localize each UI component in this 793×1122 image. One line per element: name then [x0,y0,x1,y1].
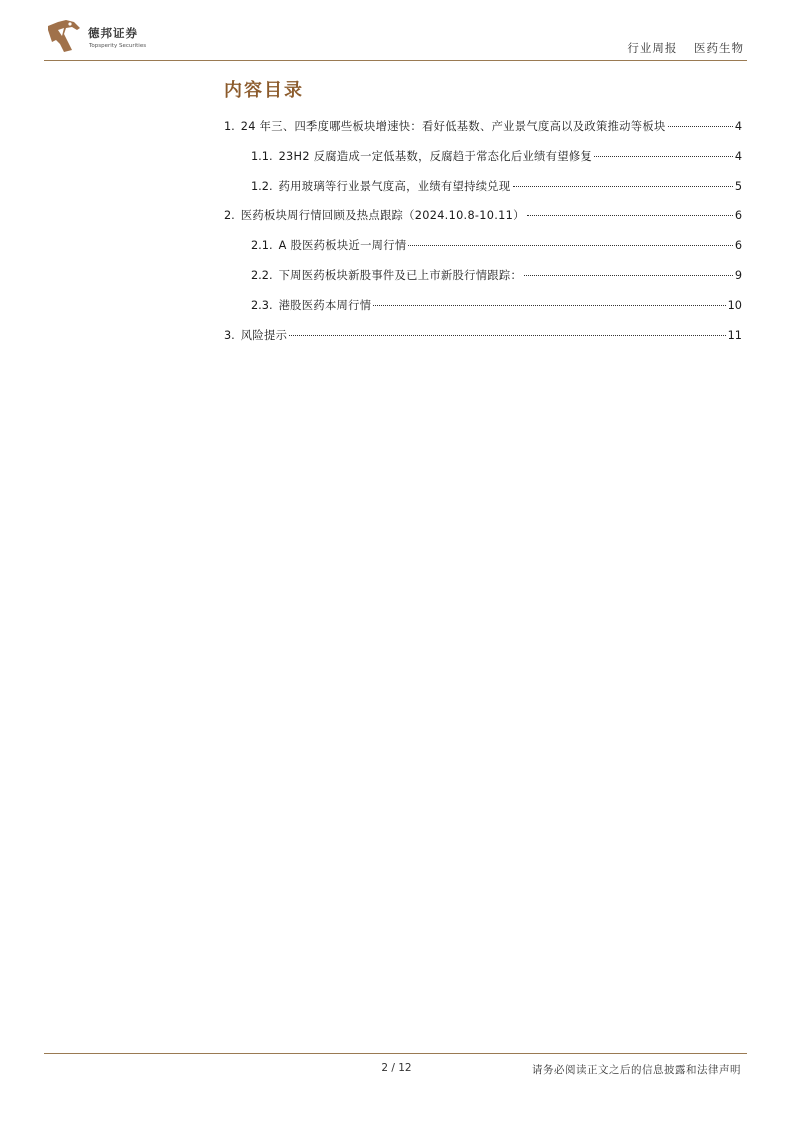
toc-entry-number: 2. [224,209,235,223]
toc-entry-page: 4 [734,120,742,133]
report-sector: 医药生物 [694,41,744,55]
toc-leader-dots [668,126,733,127]
toc-entry-page: 5 [734,179,742,193]
toc-entry[interactable] [224,297,742,312]
logo-chinese-name: 德邦证券 [88,26,138,40]
toc-entry-title: 下周医药板块新股事件及已上市新股行情跟踪： [278,268,523,282]
toc-entry-title: 23H2 反腐造成一定低基数，反腐趋于常态化后业绩有望修复 [278,149,593,163]
toc-entry-page: 11 [727,328,742,342]
toc-entry[interactable] [224,178,742,193]
toc-entry-page: 6 [734,239,742,253]
toc-leader-dots [373,305,725,306]
report-category-header [627,40,744,56]
toc-leader-dots [524,275,733,276]
toc-entry-number: 3. [224,328,235,342]
toc-title: 内容目录 [224,80,304,101]
toc-entry-number: 2.2. [251,268,273,282]
toc-entry[interactable] [224,237,742,252]
toc-leader-dots [408,245,732,246]
toc-entry-number: 1.1. [251,149,273,163]
toc-leader-dots [289,335,725,336]
toc-entry-page: 6 [734,209,742,223]
toc-entry-title: A 股医药板块近一周行情 [278,239,407,253]
toc-entry-title: 风险提示 [240,328,288,342]
toc-entry[interactable] [224,207,742,222]
toc-entry-title: 医药板块周行情回顾及热点跟踪（2024.10.8-10.11） [240,209,525,223]
footer-divider [44,1053,747,1054]
toc-entry-number: 2.3. [251,298,273,312]
toc-entry-page: 4 [734,149,742,163]
report-type: 行业周报 [627,41,678,55]
toc-entry-title: 药用玻璃等行业景气度高，业绩有望持续兑现 [278,179,511,193]
toc-entry-title: 港股医药本周行情 [278,298,372,312]
toc-entry-page: 10 [727,298,742,312]
header-divider [44,60,747,61]
toc-entry-page: 9 [734,268,742,282]
toc-entry-number: 1.2. [251,179,273,193]
toc-leader-dots [527,215,733,216]
logo-english-name: Topsperity Securities [89,43,147,49]
page-indicator: 2 / 12 [381,1062,412,1074]
toc-leader-dots [594,156,733,157]
toc-entry-number: 1. [224,120,235,133]
company-logo [44,16,174,56]
toc-entry[interactable] [224,267,742,282]
toc-entry-number: 2.1. [251,239,273,253]
legal-disclaimer: 请务必阅读正文之后的信息披露和法律声明 [532,1064,741,1076]
toc-entry[interactable] [224,148,742,163]
toc-entry[interactable] [224,118,742,133]
toc-entry-title: 24 年三、四季度哪些板块增速快：看好低基数、产业景气度高以及政策推动等板块 [240,120,666,133]
toc-leader-dots [513,186,733,187]
logo-mark-icon [44,16,84,56]
toc-entry[interactable] [224,327,742,342]
table-of-contents [224,118,742,356]
